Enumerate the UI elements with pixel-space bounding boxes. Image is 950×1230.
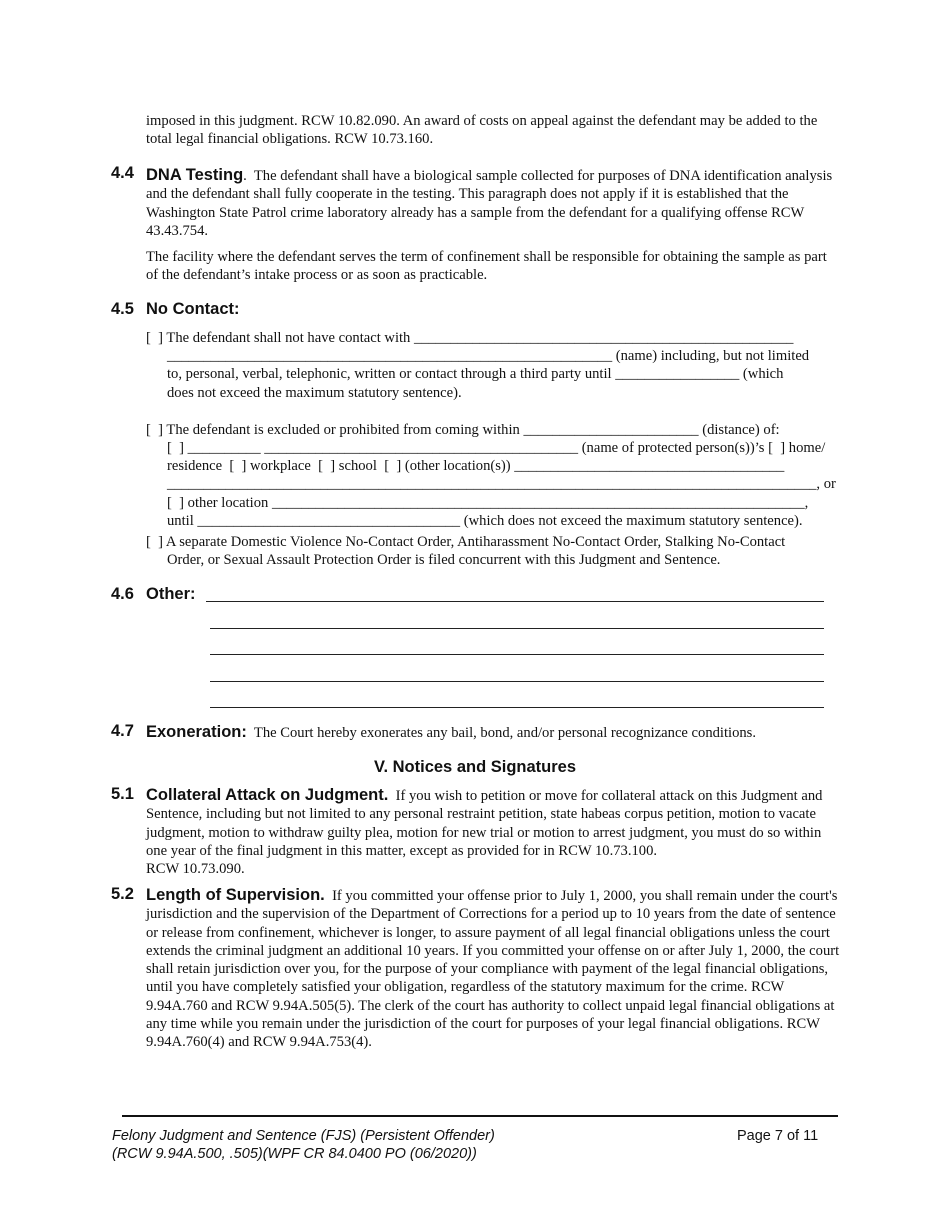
no-contact-item-3-line-1: [ ] A separate Domestic Violence No-Contact Order, Antiharassment No-Contact Order, Stalking No-Contact: [146, 534, 786, 550]
section-number-4-7: 4.7: [111, 722, 134, 740]
section-4-4-title: DNA Testing: [146, 166, 244, 184]
section-4-7-title: Exoneration:: [146, 723, 247, 741]
no-contact-item-2-line-6: until ____________________________________ (which does not exceed the maximum statutory sentence).: [167, 513, 803, 529]
section-number-5-2: 5.2: [111, 885, 134, 903]
section-number-5-1: 5.1: [111, 785, 134, 803]
footer-line-1: Felony Judgment and Sentence (FJS) (Persistent Offender): [112, 1128, 495, 1144]
no-contact-item-1-line-1: [ ] The defendant shall not have contact with ____________________________________________________: [146, 330, 794, 346]
section-4-6-title: Other:: [146, 585, 196, 603]
no-contact-item-2-line-1: [ ] The defendant is excluded or prohibited from coming within ________________________ (distance) of:: [146, 422, 780, 438]
section-5-2-title: Length of Supervision.: [146, 886, 325, 904]
section-5-1-body: [146, 786, 840, 878]
section-5-2-text: If you committed your offense prior to July 1, 2000, you shall remain under the court's jurisdiction and the supervision of the Department of Corrections for a period up to 10 years from the date of sentence or release from confinement, whichever is longer, to assure payment of all legal financial obligations unless the court extends the criminal judgment an additional 10 years. If you committed your offense on or after July 1, 2000, the court shall retain jurisdiction over you, for the purpose of your compliance with payment of the legal financial obligations, until you have completely satisfied your obligation, regardless of the statutory maximum for the crime. RCW 9.94A.760 and RCW 9.94A.505(5). The clerk of the court has authority to collect unpaid legal financial obligations at any time while you remain under the jurisdiction of the court for purposes of your legal financial obligations. RCW 9.94A.760(4) and RCW 9.94A.753(4).: [146, 888, 840, 1051]
other-blank-line-2[interactable]: [210, 628, 824, 629]
no-contact-item-2-line-4: _________________________________________________________________________________________, or: [167, 476, 836, 492]
section-5-1-title: Collateral Attack on Judgment.: [146, 786, 389, 804]
footer-page-number: Page 7 of 11: [737, 1128, 819, 1144]
section-number-4-6: 4.6: [111, 585, 134, 603]
no-contact-item-1-line-4: does not exceed the maximum statutory sentence).: [167, 385, 462, 401]
footer-line-2: (RCW 9.94A.500, .505)(WPF CR 84.0400 PO (06/2020)): [112, 1146, 477, 1162]
no-contact-item-2-line-5: [ ] other location _________________________________________________________________________,: [167, 495, 809, 511]
no-contact-item-1-line-3: to, personal, verbal, telephonic, written or contact through a third party until _________________ (which: [167, 366, 784, 382]
section-5-1-citation: RCW 10.73.090.: [146, 861, 245, 878]
section-4-5-title: No Contact:: [146, 300, 240, 318]
other-blank-line-1[interactable]: [206, 601, 824, 602]
other-blank-line-4[interactable]: [210, 681, 824, 682]
continuation-paragraph: imposed in this judgment. RCW 10.82.090. An award of costs on appeal against the defendant may be added to the total legal financial obligations. RCW 10.73.160.: [146, 113, 818, 148]
no-contact-item-3-line-2: Order, or Sexual Assault Protection Order is filed concurrent with this Judgment and Sentence.: [167, 552, 721, 568]
section-v-heading: V. Notices and Signatures: [373, 758, 577, 776]
other-blank-line-5[interactable]: [210, 707, 824, 708]
no-contact-item-1-line-2: _____________________________________________________________ (name) including, but not limited: [167, 348, 810, 364]
section-5-2-body: [146, 886, 840, 1052]
section-number-4-5: 4.5: [111, 300, 134, 318]
section-4-7-text: The Court hereby exonerates any bail, bond, and/or personal recognizance conditions.: [253, 725, 757, 741]
section-4-4-body: [146, 166, 840, 240]
section-4-4-title-period: .: [243, 168, 247, 184]
section-5-1-text: If you wish to petition or move for collateral attack on this Judgment and Sentence, including but not limited to any personal restraint petition, state habeas corpus petition, motion to vacate judgment, motion to withdraw guilty plea, motion for new trial or motion to arrest judgment, you must do so within one year of the final judgment in this matter, except as provided for in RCW 10.73.100.: [146, 788, 823, 859]
section-4-7-body: [146, 723, 756, 742]
footer-form-title: [112, 1127, 495, 1163]
section-number-4-4: 4.4: [111, 164, 134, 182]
footer-divider: [122, 1115, 838, 1117]
no-contact-item-2-line-3: residence [ ] workplace [ ] school [ ] (other location(s)) _____________________________________: [167, 458, 785, 474]
section-4-4-paragraph-2: The facility where the defendant serves the term of confinement shall be responsible for obtaining the sample as part of the defendant’s intake process or as soon as practicable.: [146, 249, 827, 284]
section-4-4-text: The defendant shall have a biological sample collected for purposes of DNA identification analysis and the defendant shall fully cooperate in the testing. This paragraph does not apply if it is established that the Washington State Patrol crime laboratory already has a sample from the defendant for a qualifying offense RCW 43.43.754.: [146, 168, 833, 239]
other-blank-line-3[interactable]: [210, 654, 824, 655]
no-contact-item-2-line-2: [ ] __________ ___________________________________________ (name of protected person(s))’s [ ] home/: [167, 440, 826, 456]
